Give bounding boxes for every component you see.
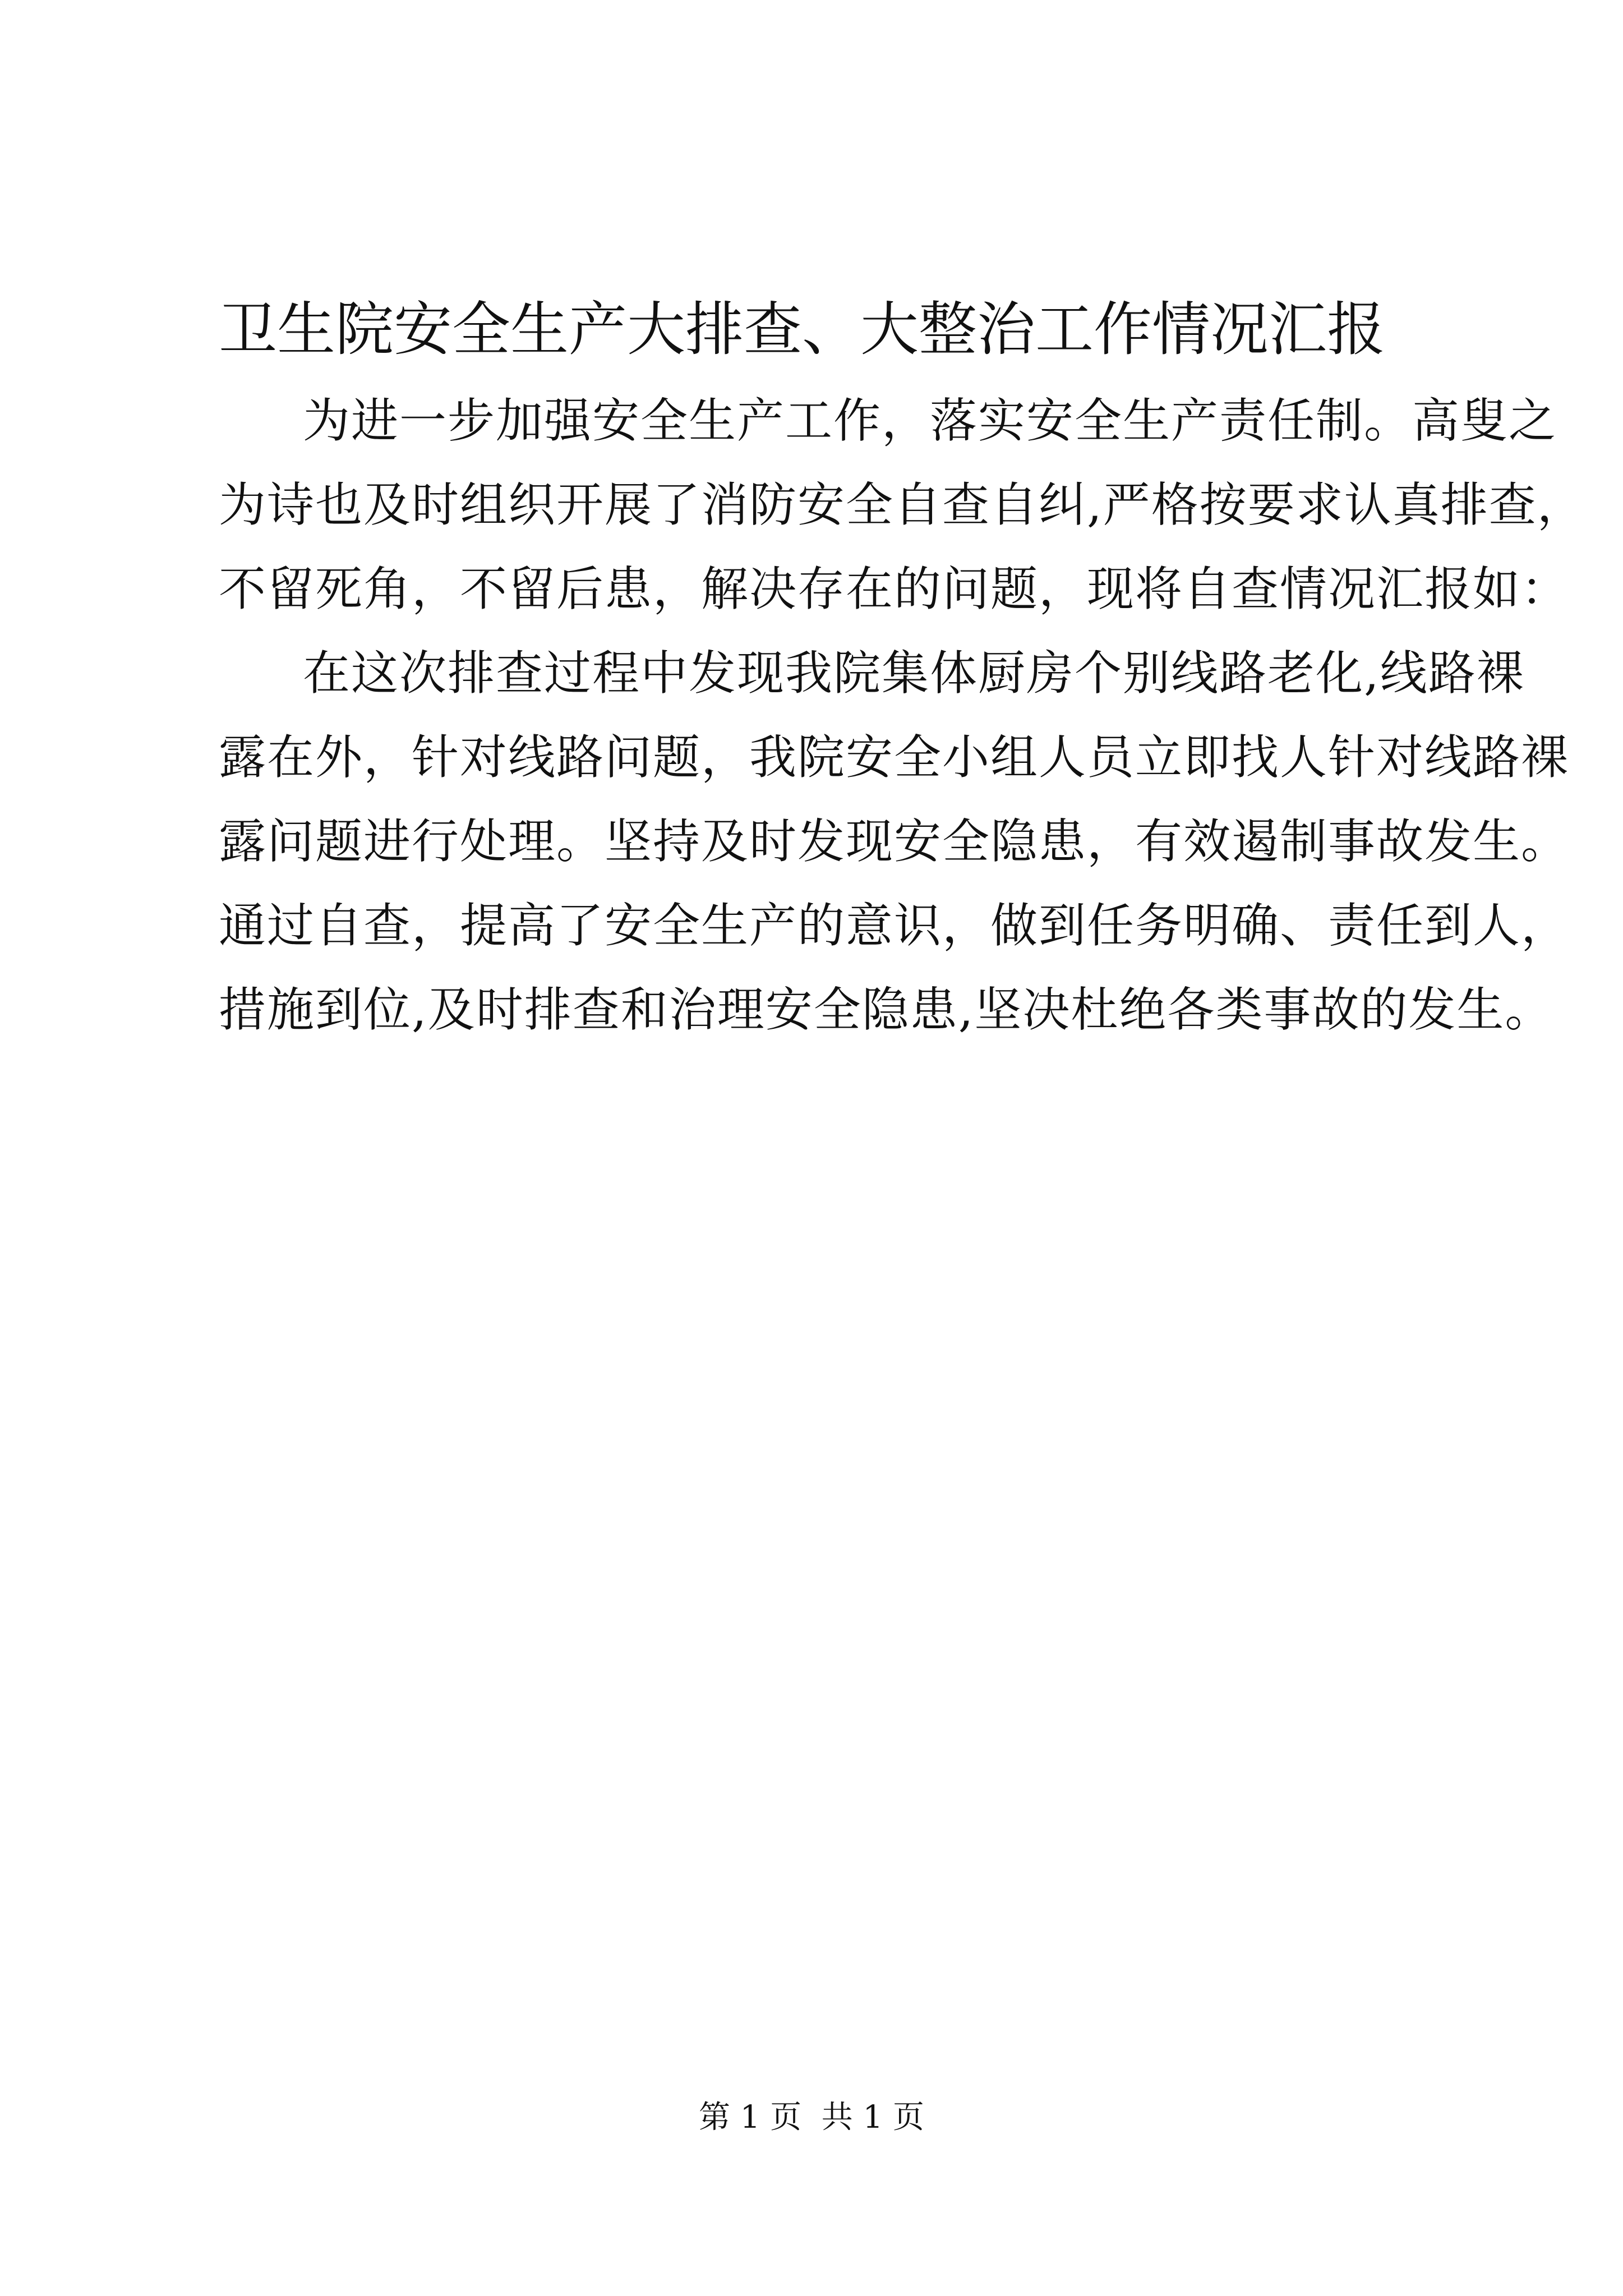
paragraph-2-line-5: 措施到位,及时排查和治理安全隐患,坚决杜绝各类事故的发生。 (219, 982, 1553, 1037)
paragraph-2-line-3: 露问题进行处理。坚持及时发现安全隐患，有效遏制事故发生。 (219, 814, 1570, 869)
paragraph-2-line-4: 通过自查，提高了安全生产的意识，做到任务明确、责任到人， (219, 898, 1570, 953)
paragraph-2-line-1: 在这次排查过程中发现我院集体厨房个别线路老化,线路裸 (303, 646, 1525, 701)
paragraph-1-line-1: 为进一步加强安全生产工作，落实安全生产责任制。高叟之 (303, 393, 1557, 448)
page-footer: 第 1 页 共 1 页 (698, 2099, 925, 2136)
paragraph-2-line-2: 露在外，针对线路问题，我院安全小组人员立即找人针对线路裸 (219, 730, 1570, 785)
paragraph-1-line-2: 为诗也及时组织开展了消防安全自查自纠,严格按要求认真排查， (219, 477, 1585, 532)
paragraph-1-line-3: 不留死角，不留后患，解决存在的问题，现将自查情况汇报如： (219, 562, 1570, 616)
document-title: 卫生院安全生产大排查、大整治工作情况汇报 (219, 295, 1386, 364)
